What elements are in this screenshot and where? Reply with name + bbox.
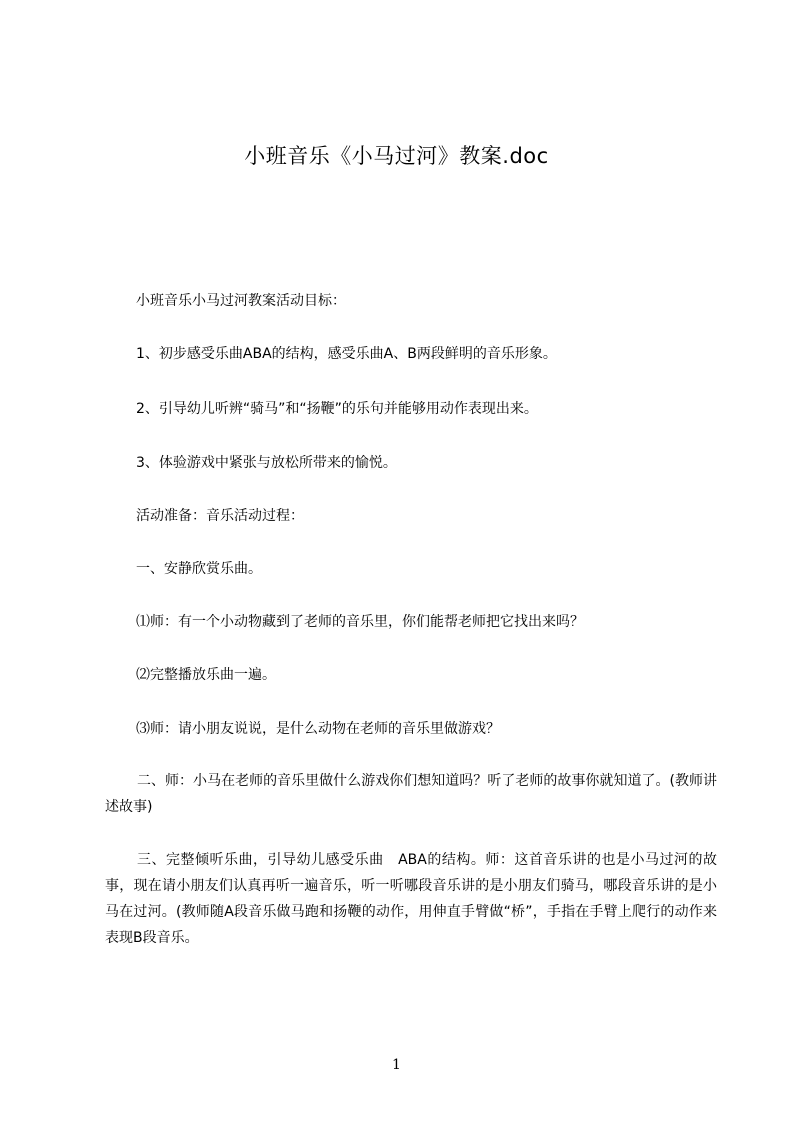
paragraph-objective-1: 1、初步感受乐曲ABA的结构，感受乐曲A、B两段鲜明的音乐形象。 [136,346,557,362]
paragraph-objective-2: 2、引导幼儿听辨“骑马”和“扬鞭”的乐句并能够用动作表现出来。 [136,401,538,417]
paragraph-section-2: 二、师：小马在老师的音乐里做什么游戏你们想知道吗？听了老师的故事你就知道了。(教师讲述故事) [105,773,717,815]
document-title: 小班音乐《小马过河》教案.doc [244,144,549,168]
paragraph-step-1: ⑴师：有一个小动物藏到了老师的音乐里，你们能帮老师把它找出来吗？ [136,614,584,630]
paragraph-step-2: ⑵完整播放乐曲一遍。 [136,667,276,683]
paragraph-objective-3: 3、体验游戏中紧张与放松所带来的愉悦。 [136,455,397,471]
paragraph-preparation: 活动准备：音乐活动过程： [136,508,304,524]
paragraph-section-3: 三、完整倾听乐曲，引导幼儿感受乐曲 ABA的结构。师：这首音乐讲的也是小马过河的故事，现在请小朋友们认真再听一遍音乐，听一听哪段音乐讲的是小朋友们骑马，哪段音乐讲的是小马在过河。(教师随A段音乐做马跑和扬鞭的动作，用伸直手臂做“桥”，手指在手臂上爬行的动作来表现B段音乐。 [105,852,717,946]
page-number: 1 [392,1057,401,1073]
paragraph-step-3: ⑶师：请小朋友说说，是什么动物在老师的音乐里做游戏？ [136,721,500,737]
paragraph-section-1: 一、安静欣赏乐曲。 [136,561,262,577]
paragraph-objectives-heading: 小班音乐小马过河教案活动目标： [136,293,346,309]
